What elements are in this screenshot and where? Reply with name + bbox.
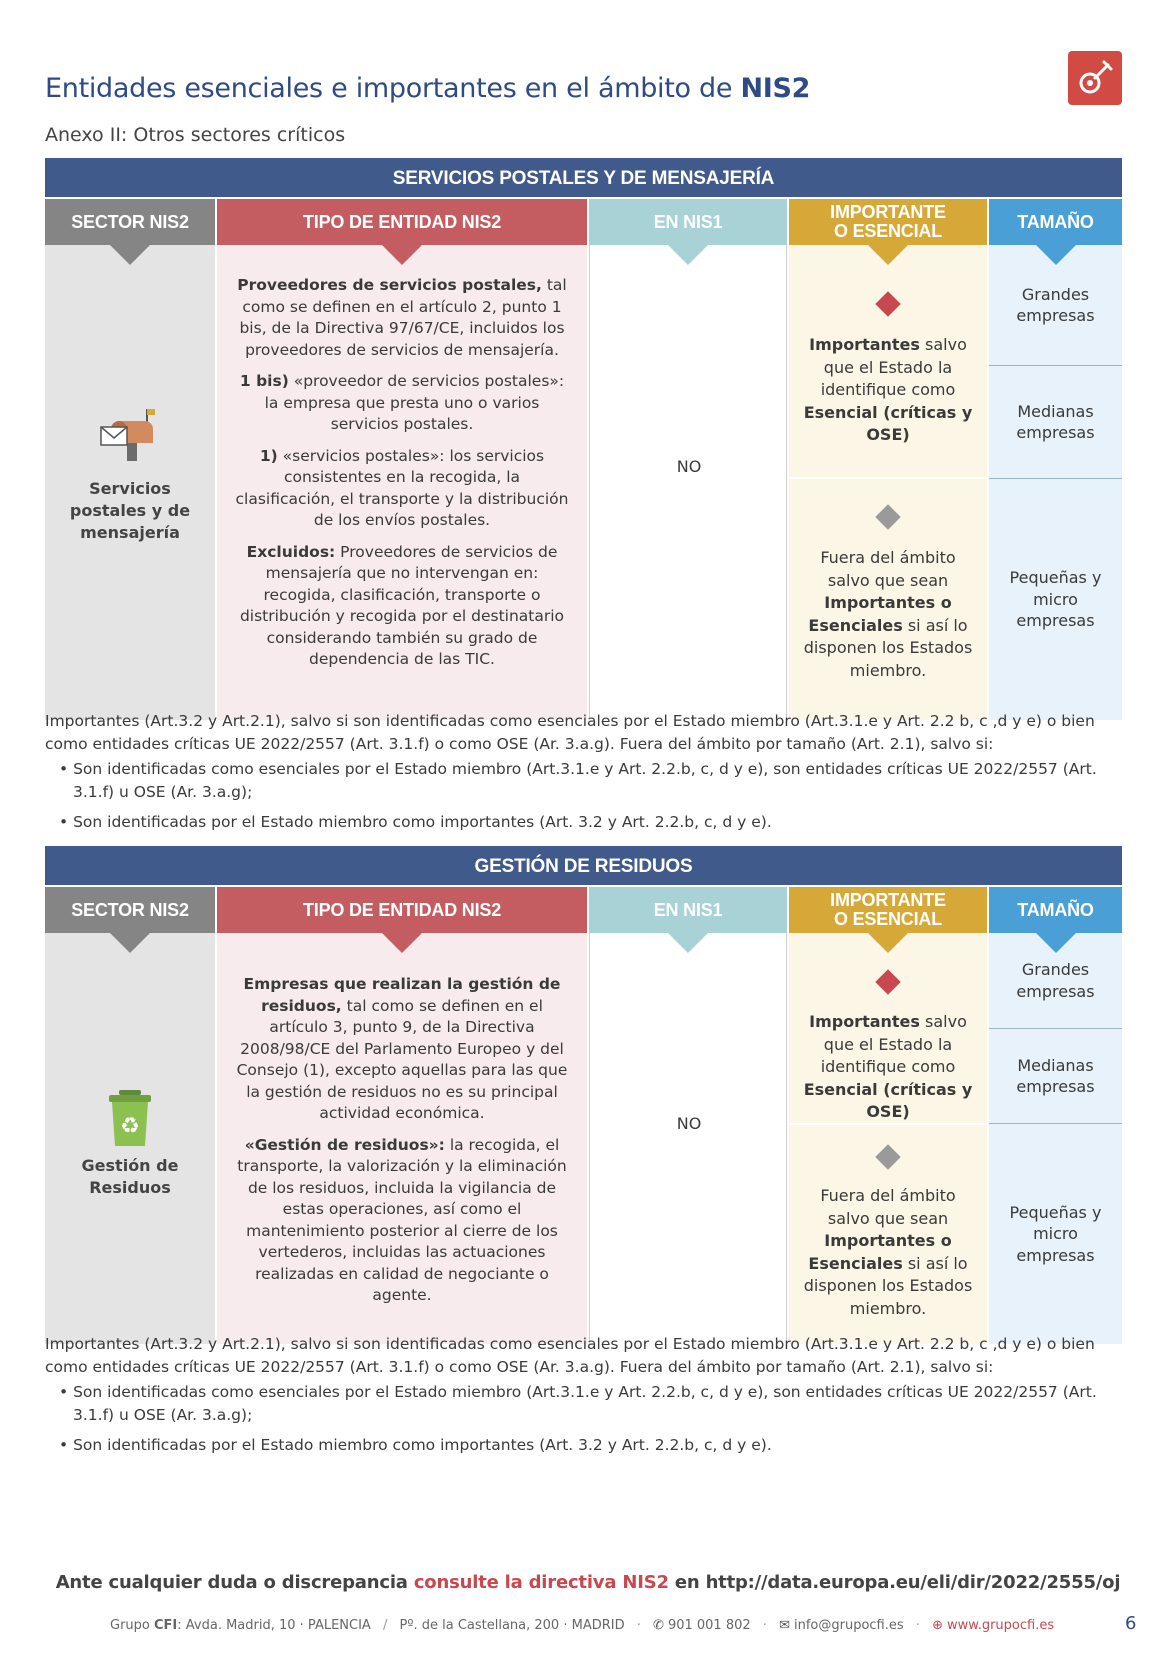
table-band-title: SERVICIOS POSTALES Y DE MENSAJERÍA [45,158,1122,199]
table-note [45,1333,1122,1457]
diamond-grey-icon [875,1144,900,1169]
diamond-red-icon [875,969,900,994]
col-header-tipo: TIPO DE ENTIDAD NIS2 [217,887,587,933]
note-bullet: • Son identificadas como esenciales por el Estado miembro (Art.3.1.e y Art. 2.2.b, c, d y e), son entidades críticas UE 2022/2557 (Art. 3.1.f) u OSE (Ar. 3.a.g); [59,1383,1097,1424]
note-bullet: • Son identificadas por el Estado miembro como importantes (Art. 3.2 y Art. 2.2.b, c, d y e). [59,1436,772,1454]
sector-name: Gestión de Residuos [81,1156,179,1197]
tipo-paragraph: «Gestión de residuos»: la recogida, el transporte, la valorización y la eliminación de los residuos, incluida la vigilancia de estas operaciones, así como el mantenimiento posterior al cierre de los vertederos, incluidas las actuaciones realizadas en calidad de negociante o agente. [237,1135,567,1304]
col-header-tipo: TIPO DE ENTIDAD NIS2 [217,199,587,245]
col-header-sector: SECTOR NIS2 [45,199,215,245]
note-main: Importantes (Art.3.2 y Art.2.1), salvo si son identificadas como esenciales por el Estado miembro (Art.3.1.e y Art. 2.2 b, c ,d y e) o bien como entidades críticas UE 2022/2557 (Art. 3.1.f) o como OSE (Ar. 3.a.g). Fuera del ámbito por tamaño (Art. 2.1), salvo si: [45,1335,1095,1376]
phone-icon: ✆ [653,1618,664,1633]
tipo-paragraph: Empresas que realizan la gestión de residuos, tal como se definen en el artículo 3, punto 9, de la Directiva 2008/98/CE del Parlamento Europeo y del Consejo (1), excepto aquellas para las que la gestión de residuos no es su principal actividad económica. [236,975,568,1122]
tamano-pequenas: Pequeñas y micro empresas [1009,1202,1102,1265]
mailbox-icon [97,405,163,465]
col-header-nis1: EN NIS1 [589,199,787,245]
table-note [45,710,1122,834]
tamano-medianas: Medianas empresas [1016,1055,1095,1096]
mail-icon: ✉ [779,1618,790,1633]
sector-cell [45,933,215,1344]
page-number: 6 [1125,1613,1137,1634]
divider [789,477,987,479]
importante-large-text: Importantes salvo que el Estado la identifique como Esencial (críticas y OSE) [803,335,973,444]
page-subtitle: Anexo II: Otros sectores críticos [45,124,346,146]
tipo-paragraph: Proveedores de servicios postales, tal como se definen en el artículo 2, punto 1 bis, de la Directiva 97/67/CE, incluidos los proveedores de servicios de mensajería. [237,276,567,359]
diamond-grey-icon [875,504,900,529]
tamano-grandes: Grandes empresas [1016,960,1095,1001]
importante-small-text: Fuera del ámbito salvo que sean Importantes o Esenciales si así lo disponen los Estados miembro. [803,1186,973,1318]
tamano-medianas: Medianas empresas [1016,401,1095,442]
company-logo [1068,51,1122,105]
tipo-paragraph: Excluidos: Proveedores de servicios de mensajería que no intervengan en: recogida, clasificación, transporte o distribución y recogida por el destinatario considerando también su grado de dependencia de las TIC. [239,542,565,668]
svg-text:♻: ♻ [120,1114,140,1139]
divider [789,1123,987,1125]
table-header [45,199,1122,245]
tamano-grandes: Grandes empresas [1016,284,1095,325]
footer-email[interactable]: info@grupocfi.es [793,1618,904,1633]
table-band-title: GESTIÓN DE RESIDUOS [45,846,1122,887]
table-gestion-residuos [45,846,1122,1344]
nis1-cell [589,245,787,720]
table-body [45,933,1122,1344]
importante-cell [789,245,987,720]
importante-cell [789,933,987,1344]
tipo-description [235,275,569,681]
col-header-importante: IMPORTANTE O ESENCIAL [789,887,987,933]
nis1-value: NO [676,1114,702,1133]
tamano-cell [989,245,1122,720]
footer-phone[interactable]: 901 001 802 [667,1618,751,1633]
guitar-icon [1068,51,1122,105]
globe-icon: ⊕ [932,1618,943,1633]
recycle-bin-icon [97,1088,163,1148]
footer-website[interactable]: www.grupocfi.es [946,1618,1055,1633]
note-bullet: • Son identificadas como esenciales por el Estado miembro (Art.3.1.e y Art. 2.2.b, c, d y e), son entidades críticas UE 2022/2557 (Art. 3.1.f) u OSE (Ar. 3.a.g); [59,760,1097,801]
col-header-importante: IMPORTANTE O ESENCIAL [789,199,987,245]
diamond-red-icon [875,291,900,316]
col-header-sector: SECTOR NIS2 [45,887,215,933]
sector-cell [45,245,215,720]
note-main: Importantes (Art.3.2 y Art.2.1), salvo si son identificadas como esenciales por el Estado miembro (Art.3.1.e y Art. 2.2 b, c ,d y e) o bien como entidades críticas UE 2022/2557 (Art. 3.1.f) o como OSE (Ar. 3.a.g). Fuera del ámbito por tamaño (Art. 2.1), salvo si: [45,712,1095,753]
importante-large-text: Importantes salvo que el Estado la identifique como Esencial (críticas y OSE) [803,1012,973,1121]
table-header [45,887,1122,933]
col-header-tamano: TAMAÑO [989,199,1122,245]
sector-name: Servicios postales y de mensajería [69,479,191,542]
directive-reference: Ante cualquier duda o discrepancia consulte la directiva NIS2 en http://data.europa.eu/eli/dir/2022/2555/oj [55,1572,1121,1593]
footer: Grupo CFI: Avda. Madrid, 10 · PALENCIA / Pº. de la Castellana, 200 · MADRID · ✆ 901 001 802 · ✉ info@grupocfi.es · ⊕ www.grupocfi.es [110,1618,1055,1633]
tipo-paragraph: 1 bis) «proveedor de servicios postales»: la empresa que presta uno o varios servicios postales. [239,372,565,433]
directive-link[interactable]: consulte la directiva NIS2 [413,1572,669,1593]
tamano-cell [989,933,1122,1344]
note-bullet: • Son identificadas por el Estado miembro como importantes (Art. 3.2 y Art. 2.2.b, c, d y e). [59,813,772,831]
nis1-value: NO [676,457,702,476]
page-title: Entidades esenciales e importantes en el ámbito de NIS2 [45,73,811,104]
importante-small-text: Fuera del ámbito salvo que sean Importantes o Esenciales si así lo disponen los Estados miembro. [803,548,973,680]
tipo-description [235,974,569,1317]
table-body [45,245,1122,720]
nis1-cell [589,933,787,1344]
tipo-cell [217,245,587,720]
tipo-paragraph: 1) «servicios postales»: los servicios consistentes en la recogida, la clasificación, el transporte y la distribución de los envíos postales. [235,446,569,529]
col-header-nis1: EN NIS1 [589,887,787,933]
tipo-cell [217,933,587,1344]
tamano-pequenas: Pequeñas y micro empresas [1009,568,1102,631]
col-header-tamano: TAMAÑO [989,887,1122,933]
table-servicios-postales [45,158,1122,720]
